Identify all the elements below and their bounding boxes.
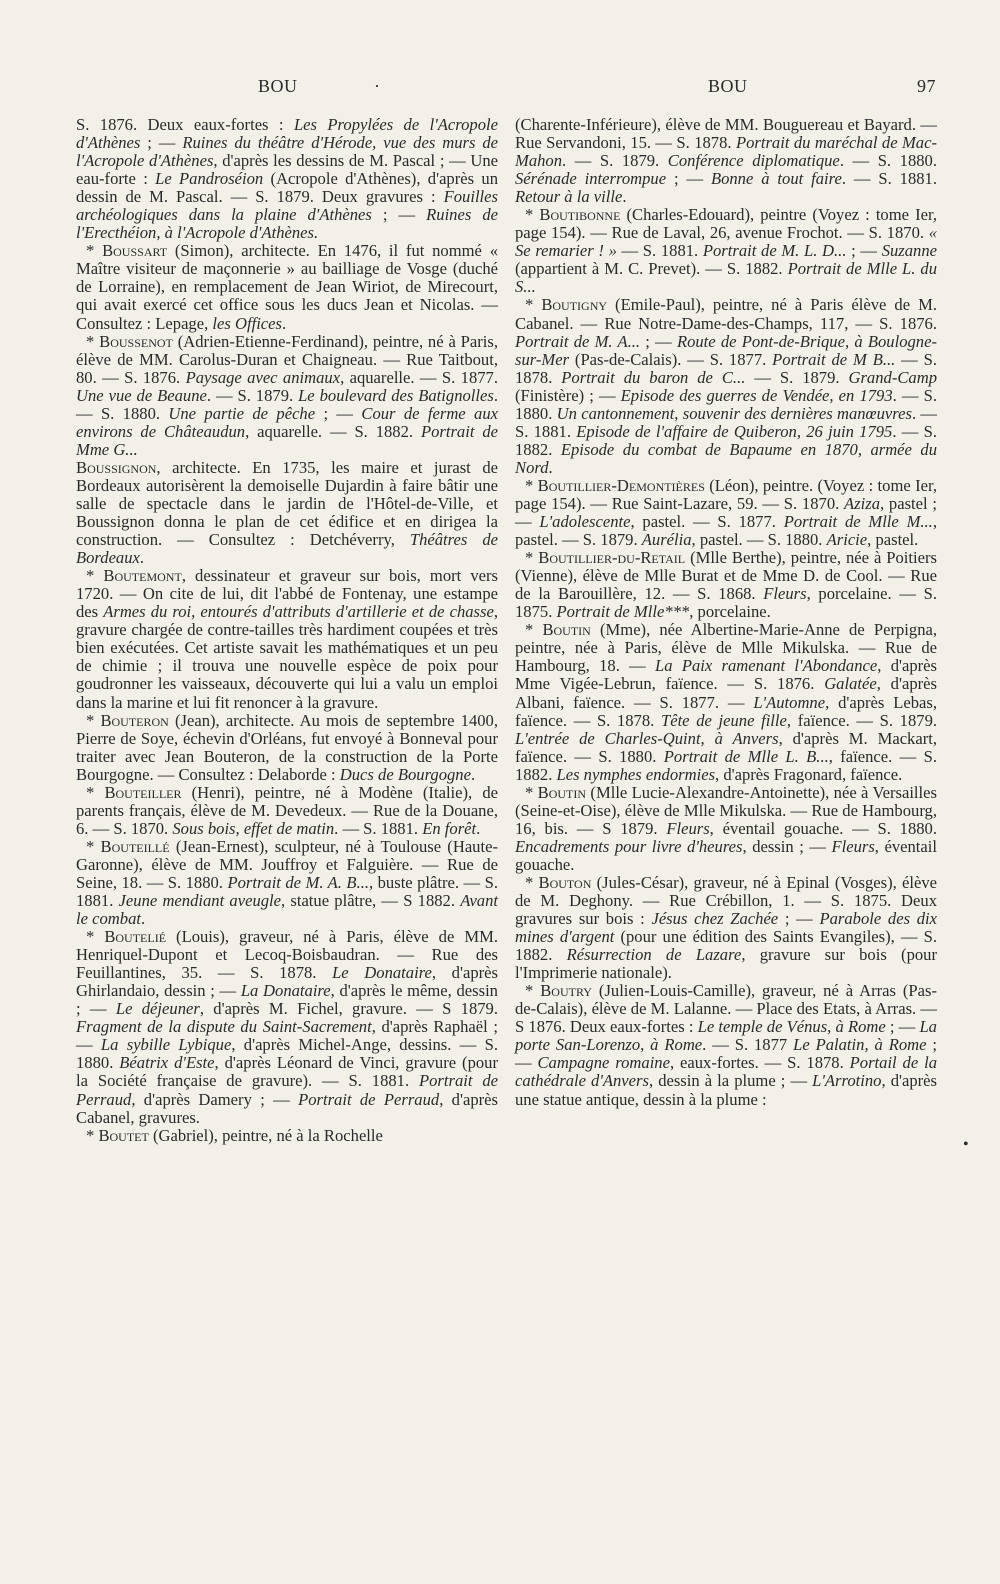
- entry-text: (pour une édition des Saints Evangiles), — S. 1882.: [515, 927, 937, 965]
- entry-headword: Boutillier-du-Retail: [538, 548, 686, 568]
- entry-text: , dessinateur et graveur sur bois, mort vers 1720. — On cite de lui, dit l'abbé de Fontenay, une estampe des: [76, 566, 499, 622]
- artwork-title: L'entrée de Charles-Quint, à Anvers: [515, 728, 779, 748]
- entry-text: , pastel.: [867, 530, 919, 550]
- artwork-title: Episode des guerres de Vendée, en 1793: [620, 385, 893, 405]
- entry-text: (Louis), graveur, né à Paris, élève de MM. Henriquel-Dupont et Lecoq-Boisbaudran. — Rue des Feuillantines, 35. — S. 1878.: [76, 927, 498, 983]
- artwork-title: La Paix ramenant l'Abondance: [655, 656, 878, 676]
- entry-text: *: [86, 836, 101, 856]
- artwork-title: L'Automne: [753, 692, 826, 712]
- entry-text: . — S. 1880.: [839, 151, 937, 171]
- dictionary-entry: [76, 928, 498, 1127]
- entry-text: , statue plâtre, — S 1882.: [281, 891, 461, 911]
- entry-text: , d'après Damery ; —: [131, 1089, 299, 1109]
- entry-text: *: [86, 241, 103, 261]
- entry-text: *: [525, 548, 539, 568]
- artwork-title: Portrait de Mme G...: [76, 421, 498, 459]
- entry-text: , d'après Lebas, faïence. — S. 1878.: [515, 692, 937, 730]
- artwork-title: Suzanne: [881, 241, 937, 261]
- entry-headword: Boussart: [102, 241, 168, 261]
- artwork-title: Grand-Camp: [848, 367, 937, 387]
- entry-headword: Boutelié: [104, 927, 167, 947]
- artwork-title: Fleurs: [763, 584, 807, 604]
- entry-text: , pastel. — S. 1879.: [515, 512, 937, 550]
- artwork-title: La sybille Lybique: [100, 1035, 232, 1055]
- artwork-title: Conférence diplomatique: [667, 151, 840, 171]
- entry-text: , faïence. — S. 1882.: [515, 746, 937, 784]
- entry-headword: Boussignon: [76, 457, 157, 477]
- entry-text: , buste plâtre. — S. 1881.: [76, 872, 498, 911]
- entry-text: , gravure chargée de contre-tailles très hardiment coupées et très bien exécutées. Cet artiste savait les mathématiques et un peu de chimie ; il trouva une nouvelle espèce de poix pour goudronner les vaisseaux, découverte qui lui a valu un emploi dans la marine et lui fit renoncer à la gravure.: [76, 602, 498, 712]
- dictionary-entry: [515, 549, 937, 621]
- entry-text: .: [139, 548, 145, 568]
- artwork-title: Avant le combat: [76, 891, 499, 929]
- entry-text: ; —: [515, 1035, 937, 1073]
- artwork-title: L'Arrotino: [812, 1071, 882, 1091]
- entry-text: ; —: [885, 1017, 920, 1037]
- entry-text: , d'après Raphaël ; —: [76, 1017, 499, 1055]
- artwork-title: En forêt: [422, 818, 477, 838]
- entry-text: , d'après Michel-Ange, dessins. — S. 1880.: [76, 1035, 498, 1073]
- entry-text: (Mlle Berthe), peintre, née à Poitiers (Vienne), élève de Mlle Burat et de Mme D. de Cool. — Rue de la Barouillère, 12. — S. 1868.: [515, 548, 937, 604]
- artwork-title: Parabole des dix mines d'argent: [515, 909, 937, 947]
- artwork-title: Portrait de Mlle L. du S...: [515, 259, 937, 297]
- artwork-title: Une vue de Beaune: [76, 385, 207, 405]
- entry-headword: Boutin: [537, 782, 587, 802]
- dictionary-entry: [76, 838, 498, 928]
- entry-headword: Bouteillé: [100, 836, 170, 856]
- entry-text: *: [86, 782, 105, 802]
- entry-text: .: [470, 764, 476, 784]
- entry-text: (Charente-Inférieure), élève de MM. Bouguereau et Bayard. — Rue Servandoni, 15. — S. 1878.: [515, 115, 937, 153]
- entry-text: .: [282, 313, 287, 333]
- artwork-title: Encadrements pour livre d'heures: [515, 836, 743, 856]
- artwork-title: Portrait de M. A. B...: [227, 872, 370, 892]
- entry-text: (Finistère) ; —: [515, 385, 621, 405]
- entry-text: ; —: [315, 403, 362, 423]
- entry-text: ; —: [666, 169, 711, 189]
- entry-text: . — S. 1881.: [841, 169, 937, 189]
- entry-text: *: [86, 1125, 99, 1145]
- artwork-title: Portrait de Perraud: [298, 1089, 440, 1109]
- entry-text: , porcelaine. — S. 1875.: [515, 584, 938, 622]
- entry-text: , d'après une statue antique, dessin à la plume :: [515, 1071, 937, 1109]
- artwork-title: « Se remarier ! »: [515, 223, 937, 261]
- entry-text: , eaux-fortes. — S. 1878.: [669, 1053, 850, 1073]
- entry-text: (Jules-César), graveur, né à Epinal (Vosges), élève de M. Deghony. — Rue Crébillon, 1. — S. 1875. Deux gravures sur bois :: [515, 872, 937, 929]
- left-column: [76, 116, 498, 1145]
- entry-text: — S. 1881.: [616, 241, 703, 261]
- entry-text: S. 1876. Deux eaux-fortes :: [76, 115, 294, 134]
- entry-text: , d'après Albani, faïence. — S. 1877. —: [515, 674, 937, 712]
- entry-text: (Henri), peintre, né à Modène (Italie), de parents français, élève de M. Devedeux. — Rue de la Douane, 6. — S. 1870.: [76, 782, 498, 838]
- entry-headword: Boutin: [542, 620, 591, 640]
- entry-text: *: [525, 475, 538, 495]
- artwork-title: Retour à la ville: [515, 187, 623, 207]
- dictionary-entry: [76, 459, 498, 567]
- entry-text: . — S. 1879.: [206, 385, 299, 405]
- entry-text: *: [525, 872, 539, 892]
- entry-text: (Emile-Paul), peintre, né à Paris élève de M. Cabanel. — Rue Notre-Dame-des-Champs, 117, — S. 1876.: [515, 295, 937, 333]
- artwork-title: Route de Pont-de-Brique, à Boulogne-sur-Mer: [515, 331, 937, 369]
- artwork-title: Fleurs: [831, 836, 875, 856]
- entry-text: *: [86, 927, 105, 947]
- entry-text: (appartient à M. C. Prevet). — S. 1882.: [515, 259, 788, 279]
- artwork-title: Portrait de Mlle M...: [783, 512, 933, 532]
- artwork-title: Ruines de l'Erecthéion, à l'Acropole d'Athènes.: [76, 205, 498, 243]
- artwork-title: Ruines du théâtre d'Hérode, vue des murs de l'Acropole d'Athènes: [76, 133, 498, 171]
- entry-text: ; —: [640, 331, 677, 351]
- entry-text: .: [476, 818, 481, 838]
- entry-text: *: [525, 620, 543, 640]
- entry-text: . — S. 1880.: [76, 385, 498, 423]
- entry-text: .: [622, 187, 627, 207]
- dictionary-entry: [515, 874, 937, 982]
- entry-text: (Mlle Lucie-Alexandre-Antoinette), née à Versailles (Seine-et-Oise), élève de Mlle Mikulska. — Rue de Hambourg, 16, bis. — S 1879.: [515, 782, 937, 838]
- artwork-title: Portrait du maréchal de Mac-Mahon: [515, 133, 937, 171]
- artwork-title: les Offices: [212, 313, 282, 333]
- entry-text: *: [86, 566, 104, 586]
- entry-text: *: [525, 782, 538, 802]
- entry-text: , d'après le même, dessin ; —: [76, 981, 498, 1019]
- artwork-title: Sous bois, effet de matin: [172, 818, 335, 838]
- artwork-title: Une partie de pêche: [168, 403, 316, 423]
- running-head-right: BOU: [708, 76, 748, 96]
- artwork-title: Béatrix d'Este: [119, 1053, 215, 1073]
- entry-text: , aquarelle. — S. 1882.: [245, 421, 421, 441]
- entry-text: (Simon), architecte. En 1476, il fut nommé « Maître visiteur de maçonnerie » au bailliage de Vosge (duché de Lorraine), en remplacement de Jean Wiriot, de Mirecourt, qui avait exercé cet office sous les ducs Jean et Nicolas. — Consultez : Lepage,: [76, 241, 498, 333]
- artwork-title: Jeune mendiant aveugle: [118, 891, 282, 911]
- entry-text: . — S. 1882.: [515, 421, 937, 459]
- entry-text: . — S. 1877: [702, 1035, 794, 1055]
- dictionary-entry: [76, 784, 498, 838]
- entry-text: ; —: [846, 241, 882, 261]
- entry-text: , pastel. — S. 1877.: [630, 512, 784, 532]
- dictionary-entry: [515, 477, 937, 549]
- entry-headword: Boutillier-Demontières: [537, 475, 705, 495]
- entry-headword: Boutry: [540, 981, 592, 1001]
- entry-text: , pastel. — S. 1880.: [691, 530, 827, 550]
- entry-headword: Boutet: [98, 1125, 149, 1145]
- entry-text: (Acropole d'Athènes), d'après un dessin de M. Pascal. — S. 1879. Deux gravures :: [76, 169, 498, 207]
- entry-text: , d'après Fragonard, faïence.: [715, 764, 903, 784]
- entry-text: *: [86, 710, 101, 730]
- entry-text: , porcelaine.: [689, 602, 771, 622]
- artwork-title: Portrait de M. A...: [515, 331, 641, 351]
- dictionary-entry: [76, 712, 498, 784]
- artwork-title: Fouilles archéologiques dans la plaine d'Athènes: [76, 187, 498, 225]
- dictionary-entry: [515, 784, 937, 874]
- running-head-mark: ·: [374, 76, 381, 96]
- artwork-title: Théâtres de Bordeaux: [76, 530, 498, 568]
- page-number: 97: [917, 76, 936, 96]
- right-column: [515, 116, 937, 1109]
- artwork-title: Résurrection de Lazare: [566, 945, 742, 965]
- entry-text: , gravure sur bois (pour l'Imprimerie nationale).: [515, 945, 937, 983]
- entry-text: *: [86, 331, 100, 351]
- artwork-title: Bonne à tout faire: [710, 169, 842, 189]
- dictionary-entry: [76, 116, 498, 242]
- entry-text: (Léon), peintre. (Voyez : tome Ier, page 154). — Rue Saint-Lazare, 59. — S. 1870.: [515, 475, 937, 513]
- artwork-title: Campagne romaine: [537, 1053, 670, 1073]
- entry-text: , d'après les dessins de M. Pascal ; — Une eau-forte :: [76, 151, 498, 189]
- artwork-title: Un cantonnement, souvenir des dernières manœuvres: [556, 403, 912, 423]
- dictionary-entry: [515, 206, 937, 296]
- entry-text: , d'après Mme Vigée-Lebrun, faïence. — S. 1876.: [515, 656, 937, 694]
- artwork-title: Le temple de Vénus, à Rome: [697, 1017, 886, 1037]
- artwork-title: Sérénade interrompue: [515, 169, 667, 189]
- artwork-title: Le Donataire: [332, 963, 432, 983]
- entry-text: (Gabriel), peintre, né à la Rochelle: [148, 1125, 383, 1145]
- entry-text: *: [525, 205, 540, 225]
- entry-text: , éventail gouache. — S. 1880.: [709, 818, 938, 838]
- artwork-title: Paysage avec animaux: [185, 367, 341, 387]
- entry-text: , éventail gouache.: [515, 836, 937, 874]
- entry-text: , faïence. — S. 1879.: [786, 710, 938, 730]
- artwork-title: Aricie: [826, 530, 868, 550]
- artwork-title: Galatée: [824, 674, 877, 694]
- entry-text: , d'après M. Mackart, faïence. — S. 1880.: [515, 728, 938, 766]
- artwork-title: Le Palatin, à Rome: [793, 1035, 927, 1055]
- artwork-title: L'adolescente: [539, 512, 631, 532]
- entry-text: *: [525, 981, 541, 1001]
- artwork-title: Le Pandroséion: [155, 169, 264, 189]
- artwork-title: Fleurs: [666, 818, 710, 838]
- artwork-title: Le boulevard des Batignolles: [298, 385, 494, 405]
- entry-headword: Boussenot: [99, 331, 173, 351]
- artwork-title: La Donataire: [240, 981, 331, 1001]
- artwork-title: Portrait de Mlle L. B...: [663, 746, 829, 766]
- entry-text: — S. 1879.: [745, 367, 849, 387]
- artwork-title: Cour de ferme aux environs de Châteaudun: [76, 403, 498, 441]
- artwork-title: Portail de la cathédrale d'Anvers: [515, 1053, 937, 1091]
- entry-text: . — S. 1879.: [562, 151, 668, 171]
- artwork-title: Portrait du baron de C...: [561, 367, 746, 387]
- dictionary-entry: [515, 982, 937, 1108]
- entry-text: , d'après Ghirlandaio, dessin ; —: [76, 963, 498, 1001]
- entry-text: (Jean-Ernest), sculpteur, né à Toulouse (Haute-Garonne), élève de MM. Jouffroy et Falguière. — Rue de Seine, 18. — S. 1880.: [76, 836, 498, 892]
- artwork-title: La porte San-Lorenzo, à Rome: [515, 1017, 937, 1055]
- entry-headword: Bouteron: [100, 710, 169, 730]
- dictionary-entry: [76, 333, 498, 459]
- dictionary-entry: [76, 567, 498, 711]
- running-head-left: BOU: [258, 76, 298, 96]
- entry-text: , dessin ; —: [742, 836, 832, 856]
- entry-text: (Pas-de-Calais). — S. 1877.: [569, 349, 773, 369]
- entry-text: (Mme), née Albertine-Marie-Anne de Perpigna, peintre, née à Paris, élève de Mlle Mikulska. — Rue de Hambourg, 18. —: [515, 620, 938, 676]
- artwork-title: Les Propylées de l'Acropole d'Athènes: [76, 115, 498, 153]
- artwork-title: Fragment de la dispute du Saint-Sacrement: [76, 1017, 372, 1037]
- entry-text: ; —: [778, 909, 820, 929]
- dictionary-entry: [515, 116, 937, 206]
- entry-text: , aquarelle. — S. 1877.: [340, 367, 498, 387]
- entry-text: (Jean), architecte. Au mois de septembre 1400, Pierre de Soye, échevin d'Orléans, fut envoyé à Bonneval pour traiter avec Jean Bouteron, de la construction de la Porte Bourgogne. — Consultez : Delaborde :: [76, 710, 498, 784]
- entry-headword: Bouteiller: [104, 782, 182, 802]
- dictionary-entry: [515, 621, 937, 783]
- entry-text: (Adrien-Etienne-Ferdinand), peintre, né à Paris, élève de MM. Carolus-Duran et Chaigneau. — Rue Taitbout, 80. — S. 1876.: [76, 331, 498, 387]
- dictionary-entry: [76, 242, 498, 332]
- artwork-title: Le déjeuner: [115, 999, 200, 1019]
- artwork-title: Aurélia: [641, 530, 692, 550]
- entry-text: *: [525, 295, 542, 315]
- artwork-title: Jésus chez Zachée: [651, 909, 779, 929]
- dictionary-entry: [515, 296, 937, 476]
- entry-text: (Charles-Edouard), peintre (Voyez : tome Ier, page 154). — Rue de Laval, 26, avenue Frochot. — S. 1870.: [515, 205, 937, 243]
- entry-headword: Bouton: [538, 872, 592, 892]
- artwork-title: Portrait de Mlle***: [556, 602, 690, 622]
- artwork-title: Ducs de Bourgogne: [339, 764, 471, 784]
- entry-text: , d'après Cabanel, gravures.: [76, 1089, 498, 1127]
- artwork-title: Portrait de Perraud: [76, 1071, 498, 1109]
- entry-text: . — S. 1880.: [515, 385, 937, 423]
- entry-text: .: [548, 457, 553, 477]
- entry-text: ; —: [140, 133, 183, 153]
- entry-text: . — S. 1881.: [334, 818, 423, 838]
- entry-text: , dessin à la plume ; —: [648, 1071, 813, 1091]
- margin-mark: •: [963, 1136, 969, 1153]
- entry-text: , d'après M. Fichel, gravure. — S 1879.: [199, 999, 498, 1019]
- entry-text: ; —: [371, 205, 427, 225]
- artwork-title: Episode de l'affaire de Quiberon, 26 juin 1795: [576, 421, 893, 441]
- artwork-title: Armes du roi, entourés d'attributs d'artillerie et de chasse: [103, 602, 494, 622]
- entry-text: — S. 1878.: [515, 349, 937, 387]
- artwork-title: Les nymphes endormies: [556, 764, 716, 784]
- entry-headword: Boutibonne: [539, 205, 621, 225]
- entry-headword: Boutigny: [541, 295, 608, 315]
- entry-text: , pastel ; —: [515, 493, 937, 532]
- entry-text: (Julien-Louis-Camille), graveur, né à Arras (Pas-de-Calais), élève de M. Lalanne. — Place des Etats, à Arras. — S 1876. Deux eaux-fortes :: [515, 981, 938, 1037]
- entry-headword: Boutemont: [103, 566, 182, 586]
- entry-text: . — S. 1881.: [515, 403, 938, 441]
- artwork-title: Portrait de M B...: [772, 349, 896, 369]
- entry-text: , architecte. En 1735, les maire et jurast de Bordeaux autorisèrent la demoiselle Dujardin à faire bâtir une salle de spectacle dans le jardin de l'Hôtel-de-Ville, et Boussignon donna le plan de cet édifice et en dirigea la construction. — Consultez : Detchéverry,: [76, 457, 498, 550]
- artwork-title: Aziza: [844, 493, 880, 513]
- artwork-title: Tête de jeune fille: [660, 710, 787, 730]
- artwork-title: Portrait de M. L. D...: [702, 241, 847, 261]
- entry-text: , d'après Léonard de Vinci, gravure (pour la Société française de gravure). — S. 1881.: [76, 1053, 498, 1091]
- artwork-title: Episode du combat de Bapaume en 1870, armée du Nord: [515, 439, 937, 477]
- dictionary-entry: [76, 1127, 498, 1145]
- entry-text: .: [140, 909, 146, 929]
